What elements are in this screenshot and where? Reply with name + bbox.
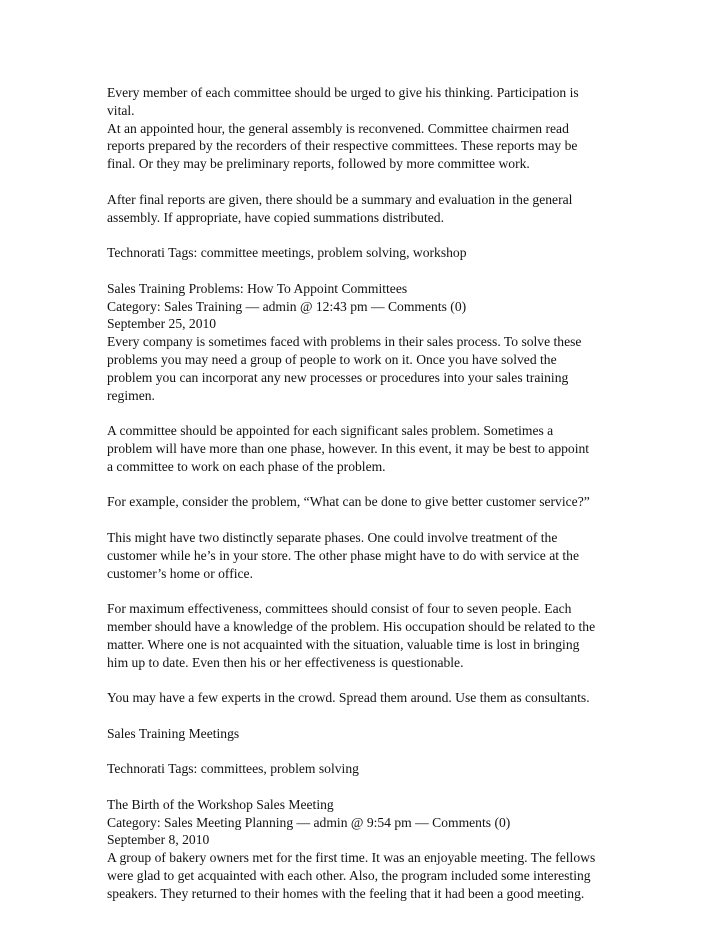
text-line: September 8, 2010 (107, 832, 210, 848)
text-line: customer’s home or office. (107, 565, 253, 581)
paragraph (107, 84, 627, 120)
paragraph (107, 529, 627, 582)
paragraph (107, 760, 627, 778)
paragraph (107, 120, 627, 173)
paragraph (107, 725, 627, 743)
text-line: Every company is sometimes faced with problems in their sales process. To solve these (107, 334, 582, 350)
text-line: The Birth of the Workshop Sales Meeting (107, 796, 334, 812)
text-line: him up to date. Even then his or her effectiveness is questionable. (107, 654, 464, 670)
text-line: assembly. If appropriate, have copied summations distributed. (107, 209, 444, 225)
text-line: You may have a few experts in the crowd. Spread them around. Use them as consultants. (107, 690, 590, 706)
text-line: Every member of each committee should be urged to give his thinking. Participation is (107, 85, 579, 100)
text-line: a committee to work on each phase of the problem. (107, 458, 386, 474)
text-line: final. Or they may be preliminary reports, followed by more committee work. (107, 156, 530, 172)
text-line: speakers. They returned to their homes with the feeling that it had been a good meeting. (107, 885, 585, 901)
text-line: September 25, 2010 (107, 316, 217, 332)
paragraph (107, 280, 627, 405)
text-line: matter. Where one is not acquainted with the situation, valuable time is lost in bringing (107, 636, 580, 652)
text-line: This might have two distinctly separate phases. One could involve treatment of the (107, 529, 558, 545)
paragraph (107, 422, 627, 475)
document-page (107, 84, 627, 920)
text-line: At an appointed hour, the general assembly is reconvened. Committee chairmen read (107, 120, 569, 136)
paragraph (107, 600, 627, 671)
text-line: Category: Sales Training — admin @ 12:43 pm — Comments (0) (107, 298, 467, 314)
text-line: Sales Training Meetings (107, 725, 240, 741)
text-line: A group of bakery owners met for the first time. It was an enjoyable meeting. The fellows (107, 850, 596, 866)
text-line: problem you can incorporat any new processes or procedures into your sales training (107, 369, 569, 385)
text-line: For example, consider the problem, “What can be done to give better customer service?” (107, 494, 590, 510)
paragraph (107, 191, 627, 227)
text-line: After final reports are given, there should be a summary and evaluation in the general (107, 191, 573, 207)
text-line: A committee should be appointed for each significant sales problem. Sometimes a (107, 423, 554, 439)
text-line: Category: Sales Meeting Planning — admin @ 9:54 pm — Comments (0) (107, 814, 511, 830)
paragraph (107, 493, 627, 511)
paragraph (107, 796, 627, 903)
text-line: Technorati Tags: committees, problem solving (107, 761, 359, 777)
text-line: member should have a knowledge of the problem. His occupation should be related to the (107, 618, 596, 634)
text-line: reports prepared by the recorders of their respective committees. These reports may be (107, 138, 578, 154)
paragraph (107, 689, 627, 707)
text-line: For maximum effectiveness, committees should consist of four to seven people. Each (107, 601, 572, 617)
text-line: Sales Training Problems: How To Appoint Committees (107, 280, 408, 296)
text-line: Technorati Tags: committee meetings, problem solving, workshop (107, 245, 467, 261)
text-line: customer while he’s in your store. The other phase might have to do with service at the (107, 547, 580, 563)
text-line: vital. (107, 102, 135, 118)
text-line: regimen. (107, 387, 155, 403)
paragraph (107, 244, 627, 262)
text-line: problem will have more than one phase, however. In this event, it may be best to appoint (107, 440, 590, 456)
text-line: were glad to get acquainted with each other. Also, the program included some interesting (107, 868, 591, 884)
text-line: problems you may need a group of people to work on it. Once you have solved the (107, 351, 557, 367)
